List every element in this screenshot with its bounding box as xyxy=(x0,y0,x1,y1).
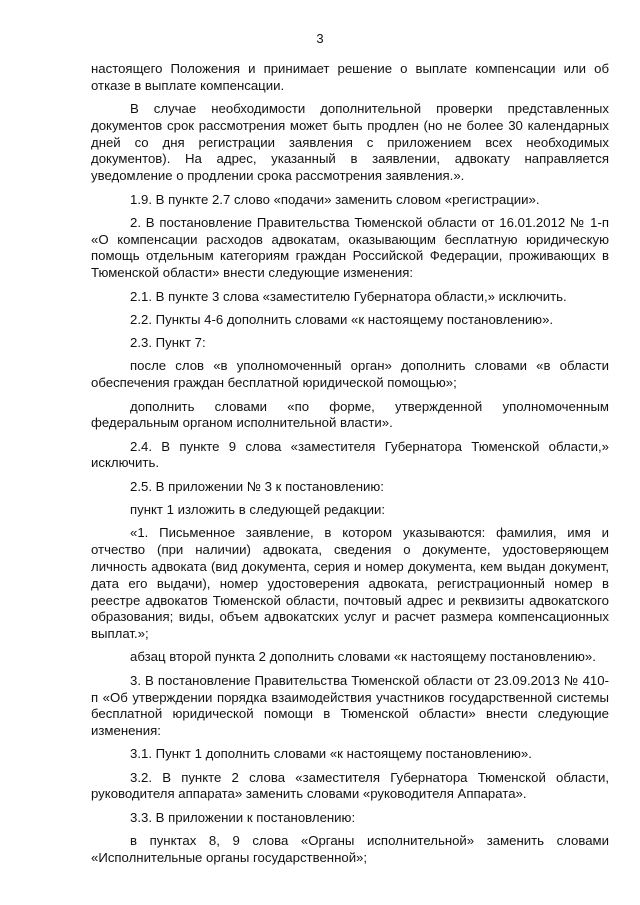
paragraph-4: 2.1. В пункте 3 слова «заместителю Губернатора области,» исключить. xyxy=(130,288,567,304)
paragraph-17: 3.3. В приложении к постановлению: xyxy=(130,809,356,825)
paragraph-5: 2.2. Пункты 4-6 дополнить словами «к настоящему постановлению». xyxy=(130,311,554,327)
paragraph-0: настоящего Положения и принимает решение о выплате компенсации или об отказе в выплате компенсации. xyxy=(91,61,609,93)
paragraph-1: В случае необходимости дополнительной проверки представленных документов срок рассмотрения может быть продлен (но не более 30 календарных дней со дня регистрации заявления с приложением всех необходимых документов). На адрес, указанный в заявлении, адвокату направляется уведомление о продлении срока рассмотрения заявления.». xyxy=(91,101,609,184)
paragraph-13: абзац второй пункта 2 дополнить словами «к настоящему постановлению». xyxy=(130,649,596,665)
paragraph-16: 3.2. В пункте 2 слова «заместителя Губернатора Тюменской области, руководителя аппарата» заменить словами «руководителя Аппарата». xyxy=(91,769,609,802)
paragraph-18: в пунктах 8, 9 слова «Органы исполнительной» заменить словами «Исполнительные органы государственной»; xyxy=(91,833,609,865)
paragraph-8: дополнить словами «по форме, утвержденной уполномоченным федеральным органом исполнительной власти». xyxy=(91,398,609,431)
paragraph-12: «1. Письменное заявление, в котором указываются: фамилия, имя и отчество (при наличии) адвоката, сведения о документе, удостоверяющем личность адвоката (вид документа, серия и номер документа, кем выдан документ, дата его выдачи), номер удостоверения адвоката, регистрационный номер в реестре адвокатов Тюменской области, почтовый адрес и реквизиты адвокатского образования; виды, объем адвокатских услуг и расчет размера компенсационных выплат.»; xyxy=(91,525,609,642)
paragraph-10: 2.5. В приложении № 3 к постановлению: xyxy=(130,478,384,494)
document-body xyxy=(91,61,609,873)
paragraph-11: пункт 1 изложить в следующей редакции: xyxy=(130,502,386,518)
paragraph-15: 3.1. Пункт 1 дополнить словами «к настоящему постановлению». xyxy=(130,746,532,762)
paragraph-7: после слов «в уполномоченный орган» дополнить словами «в области обеспечения граждан бесплатной юридической помощью»; xyxy=(91,358,609,391)
page-number: 3 xyxy=(316,31,324,46)
paragraph-14: 3. В постановление Правительства Тюменской области от 23.09.2013 № 410-п «Об утверждении порядка взаимодействия участников государственной системы бесплатной юридической помощи в Тюменской области» внести следующие изменения: xyxy=(91,672,609,739)
paragraph-6: 2.3. Пункт 7: xyxy=(130,335,206,351)
paragraph-2: 1.9. В пункте 2.7 слово «подачи» заменить словом «регистрации». xyxy=(130,191,540,207)
paragraph-3: 2. В постановление Правительства Тюменской области от 16.01.2012 № 1-п «О компенсации расходов адвокатам, оказывающим бесплатную юридическую помощь отдельным категориям граждан Российской Федерации, проживающих в Тюменской области» внести следующие изменения: xyxy=(91,214,609,281)
paragraph-9: 2.4. В пункте 9 слова «заместителя Губернатора Тюменской области,» исключить. xyxy=(91,438,609,471)
